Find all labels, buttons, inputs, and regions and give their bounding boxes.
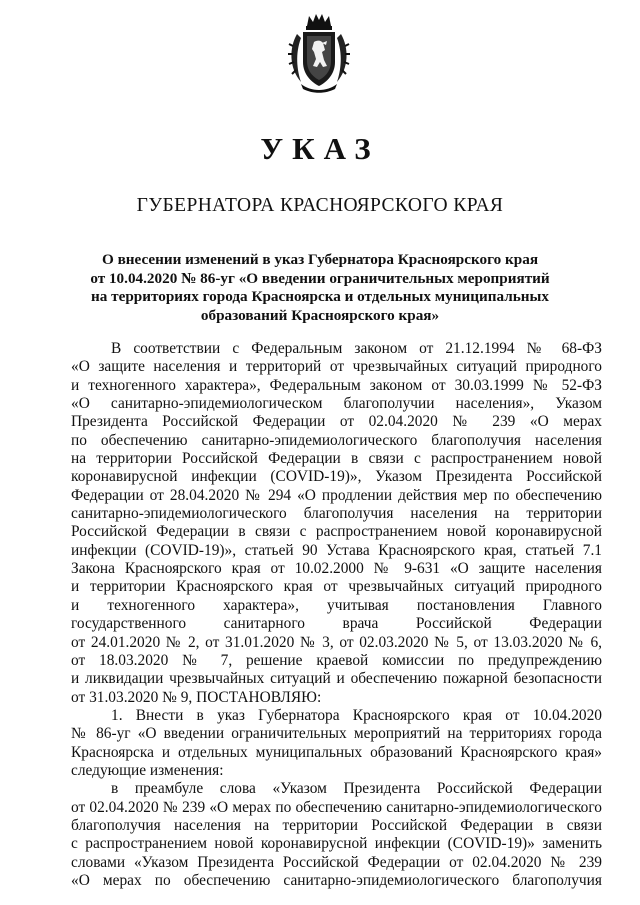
heading-line: образований Красноярского края» [200, 306, 440, 324]
heading-line: от 10.04.2020 № 86-уг «О введении ограничительных мероприятий [90, 269, 550, 287]
body-line: инфекции (COVID-19)», статьей 90 Устава Красноярского края, статьей 7.1 [71, 541, 602, 559]
coat-of-arms-emblem [287, 12, 351, 94]
body-line: и ликвидации чрезвычайных ситуаций и обеспечению пожарной безопасности [71, 670, 602, 688]
decree-body [71, 340, 602, 890]
body-line: Федерации от 28.04.2020 № 294 «О продлении действия мер по обеспечению [71, 486, 602, 504]
body-line: следующие изменения: [71, 761, 224, 779]
body-line: «О санитарно-эпидемиологическом благополучии населения», Указом [71, 395, 602, 413]
body-line: в преамбуле слова «Указом Президента Российской Федерации [111, 780, 602, 798]
body-line: «О мерах по обеспечению санитарно-эпидемиологического благополучия [71, 871, 602, 889]
body-line: и территории Красноярского края от чрезвычайных ситуаций природного [71, 578, 602, 596]
body-line: Президента Российской Федерации от 02.04.2020 № 239 «О мерах [71, 413, 602, 431]
body-line: благополучия населения на территории Российской Федерации в связи [71, 816, 602, 834]
body-line: от 24.01.2020 № 2, от 31.01.2020 № 3, от 02.03.2020 № 5, от 13.03.2020 № 6, [71, 633, 602, 651]
body-line: и техногенного характера», учитывая постановления Главного [71, 596, 602, 614]
decree-heading [60, 251, 580, 325]
body-line: с распространением новой коронавирусной инфекции (COVID-19)» заменить [71, 835, 602, 853]
body-line: № 86-уг «О введении ограничительных мероприятий на территориях города [71, 725, 602, 743]
body-line: санитарно-эпидемиологического благополучия населения на территории [71, 505, 602, 523]
body-line: и техногенного характера», Федеральным законом от 30.03.1999 № 52-ФЗ [71, 376, 602, 394]
body-line: Закона Красноярского края от 10.02.2000 № 9-631 «О защите населения [71, 560, 602, 578]
body-line: В соответствии с Федеральным законом от 21.12.1994 № 68-ФЗ [111, 340, 602, 357]
body-line: Российской Федерации в связи с распространением новой коронавирусной [71, 523, 602, 541]
body-line: от 31.03.2020 № 9, ПОСТАНОВЛЯЮ: [71, 688, 322, 706]
body-line: Красноярска и отдельных муниципальных образований Красноярского края» [71, 743, 602, 761]
heading-line: О внесении изменений в указ Губернатора Красноярского края [101, 251, 539, 268]
heading-line: на территориях города Красноярска и отдельных муниципальных [91, 288, 549, 305]
body-line: «О защите населения и территорий от чрезвычайных ситуаций природного [71, 358, 602, 376]
body-line: на территории Российской Федерации в связи с распространением новой [71, 450, 602, 468]
body-line: государственного санитарного врача Российской Федерации [71, 615, 602, 633]
body-line: 1. Внести в указ Губернатора Красноярского края от 10.04.2020 [111, 706, 602, 724]
body-line: словами «Указом Президента Российской Федерации от 02.04.2020 № 239 [71, 853, 602, 871]
body-line: коронавирусной инфекции (COVID-19)», Указом Президента Российской [71, 468, 602, 486]
body-line: по обеспечению санитарно-эпидемиологического благополучия населения [71, 431, 602, 449]
document-title: УКАЗ [260, 131, 380, 166]
body-line: от 18.03.2020 № 7, решение краевой комиссии по предупреждению [71, 651, 602, 669]
body-line: от 02.04.2020 № 239 «О мерах по обеспечению санитарно-эпидемиологического [71, 798, 602, 816]
document-subtitle: ГУБЕРНАТОРА КРАСНОЯРСКОГО КРАЯ [136, 195, 504, 216]
